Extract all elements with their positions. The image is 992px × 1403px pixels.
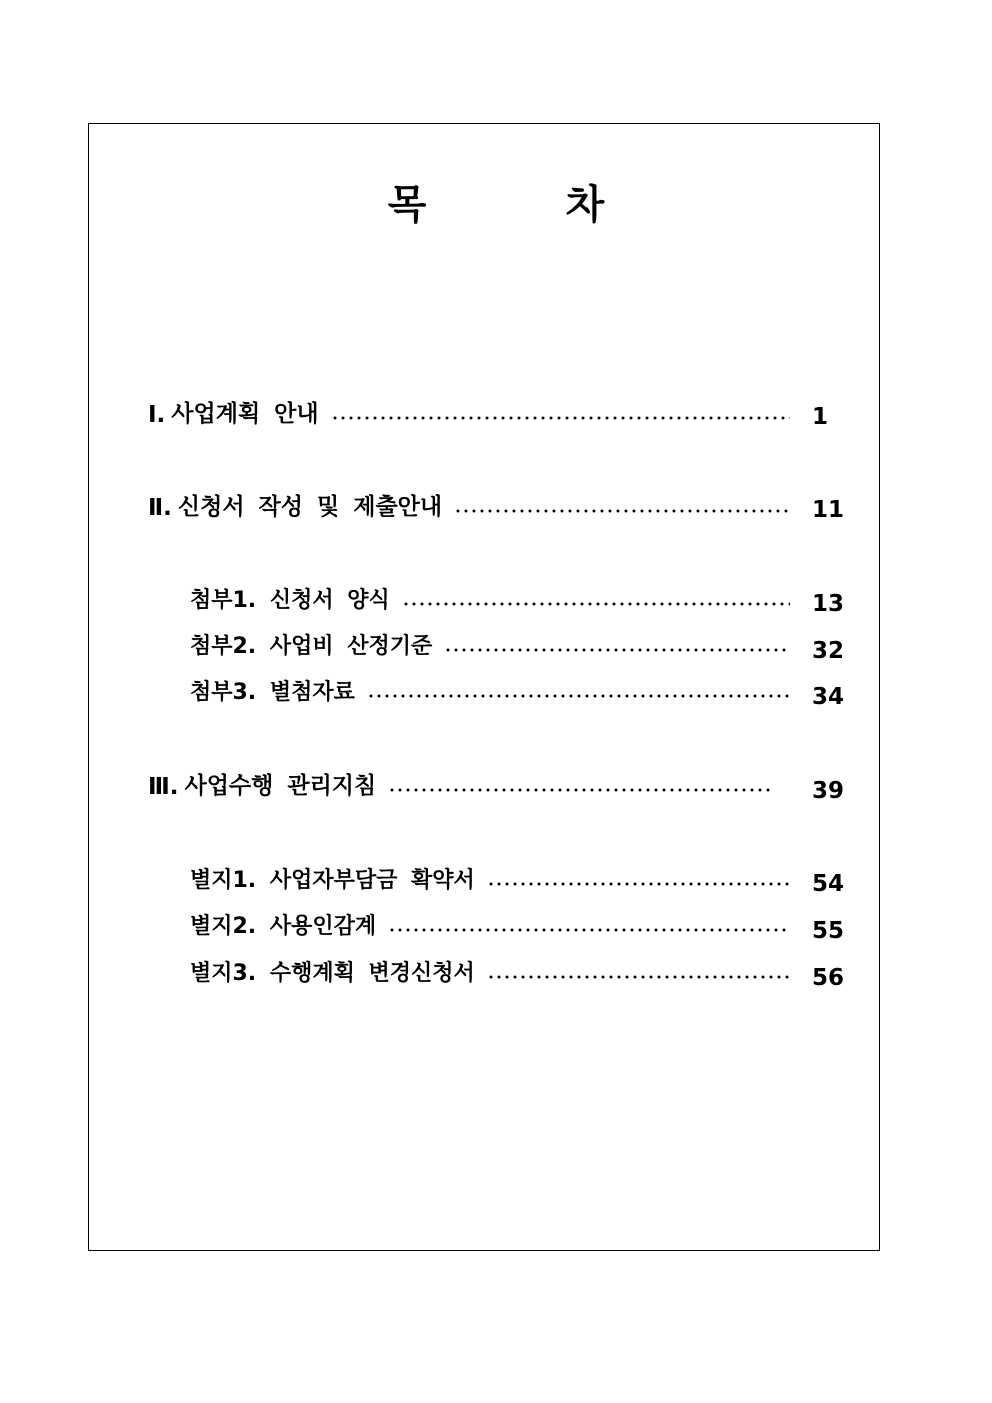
toc-numeral: Ⅰ. xyxy=(148,402,166,428)
toc-entry-attachment-3[interactable] xyxy=(190,674,798,706)
toc-page-number: 56 xyxy=(812,965,845,991)
toc-page-number: 34 xyxy=(812,684,845,710)
toc-page-number: 54 xyxy=(812,871,845,897)
toc-entry-form-3[interactable] xyxy=(190,955,798,987)
dot-leader xyxy=(367,693,790,699)
toc-label: 첨부1. 신청서 양식 xyxy=(190,588,390,613)
toc-title: 목 차 xyxy=(387,182,605,228)
toc-entry-attachment-1[interactable] xyxy=(190,582,798,614)
toc-entry-section-1[interactable] xyxy=(148,396,798,428)
dot-leader xyxy=(388,787,774,793)
dot-leader xyxy=(454,508,790,514)
toc-label: 별지3. 수행계획 변경신청서 xyxy=(190,961,475,986)
toc-entry-attachment-2[interactable] xyxy=(190,628,798,660)
toc-label: 사업수행 관리지침 xyxy=(184,773,377,799)
toc-page-number: 55 xyxy=(812,918,845,944)
toc-label: 별지1. 사업자부담금 확약서 xyxy=(190,868,475,893)
toc-entry-form-2[interactable] xyxy=(190,908,798,940)
toc-entry-section-2[interactable] xyxy=(148,489,798,521)
toc-label: 사업계획 안내 xyxy=(171,401,319,427)
toc-page-number: 1 xyxy=(812,404,829,430)
toc-label: 신청서 작성 및 제출안내 xyxy=(177,494,443,520)
dot-leader xyxy=(487,974,790,980)
toc-entry-form-1[interactable] xyxy=(190,862,798,894)
dot-leader xyxy=(388,927,790,933)
toc-numeral: Ⅲ. xyxy=(148,774,179,800)
dot-leader xyxy=(444,647,790,653)
toc-label: 첨부2. 사업비 산정기준 xyxy=(190,634,433,659)
toc-page-number: 11 xyxy=(812,497,845,523)
dot-leader xyxy=(331,415,790,421)
toc-page-number: 39 xyxy=(812,778,845,804)
toc-entry-section-3[interactable] xyxy=(148,768,782,800)
dot-leader xyxy=(487,881,790,887)
toc-page-number: 13 xyxy=(812,591,845,617)
toc-page-number: 32 xyxy=(812,638,845,664)
toc-label: 첨부3. 별첨자료 xyxy=(190,680,355,705)
toc-label: 별지2. 사용인감계 xyxy=(190,914,377,939)
toc-numeral: Ⅱ. xyxy=(148,495,172,521)
dot-leader xyxy=(402,601,790,607)
